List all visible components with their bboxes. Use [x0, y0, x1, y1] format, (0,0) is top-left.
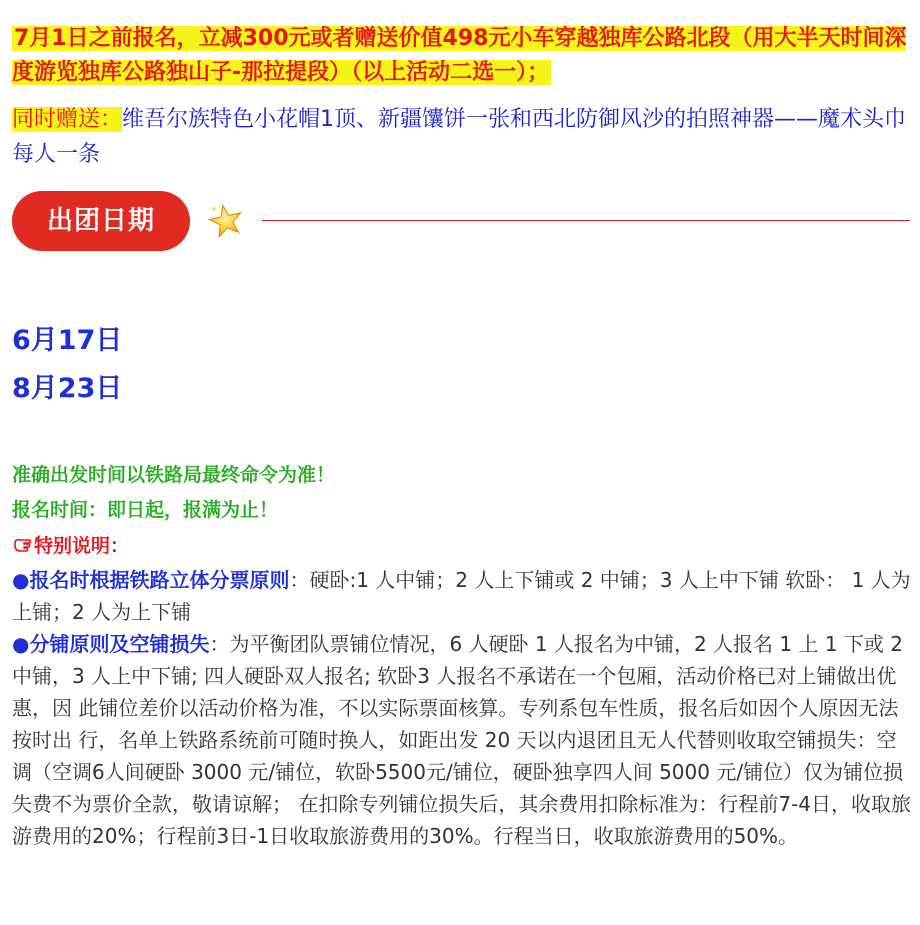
rule-2-text: ：为平衡团队票铺位情况，6 人硬卧 1 人报名为中铺，2 人报名 1 上 1 下或 2 中铺，3 人上中下铺; 四人硬卧双人报名; 软卧3 人报名不承诺在一个包厢，活动价格已对上铺做出优惠，因 此铺位差价以活动价格为准，不以实际票面核算。专列系包车性质，报名后如因个人原因无法按时出 行，名单上铁路系统前可随时换人，如距出发 20 天以内退团且无人代替则收取空铺损失：空调（空调6人间硬卧 3000 元/铺位，软卧5500元/铺位，硬卧独享四人间 5000 元/铺位）仅为铺位损失费不为票价全款，敬请谅解； 在扣除专列铺位损失后，其余费用扣除标准为：行程前7-4日，收取旅游费用的20%；行程前3日-1日收取旅游费用的30%。行程当日，收取旅游费用的50%。: [12, 632, 912, 848]
promo-text: [12, 22, 912, 90]
registration-time: 报名时间：即日起，报满为止！: [12, 499, 279, 521]
gift-content: 维吾尔族特色小花帽1顶、新疆馕饼一张和西北防御风沙的拍照神器——魔术头巾每人一条: [12, 107, 907, 167]
rule-2-title: ●分铺原则及空铺损失: [12, 632, 210, 656]
departure-date-badge: 出团日期: [12, 191, 190, 251]
special-note-title: 特别说明：: [34, 535, 130, 557]
rule-1-title: ●报名时根据铁路立体分票原则: [12, 568, 290, 592]
date-item: 8月23日: [12, 373, 123, 404]
section-header: [12, 191, 910, 251]
gift-text: [12, 102, 912, 172]
special-note-heading: [12, 531, 129, 558]
rule-1-text: ：硬卧:1 人中铺；2 人上下铺或 2 中铺；3 人上中下铺 软卧： 1 人为上铺；2 人为上下铺: [12, 568, 911, 624]
departure-notice: 准确出发时间以铁路局最终命令为准！: [12, 464, 336, 486]
date-item: 6月17日: [12, 325, 123, 356]
promo-highlight: 7月1日之前报名，立减300元或者赠送价值498元小车穿越独库公路北段（用大半天时间深度游览独库公路独山子-那拉提段）（以上活动二选一）；: [12, 26, 907, 85]
star-icon: [208, 203, 244, 239]
pointing-hand-icon: [12, 535, 34, 555]
divider-line: [262, 220, 910, 221]
gift-label: 同时赠送：: [12, 107, 123, 132]
rules-text: [12, 564, 912, 852]
